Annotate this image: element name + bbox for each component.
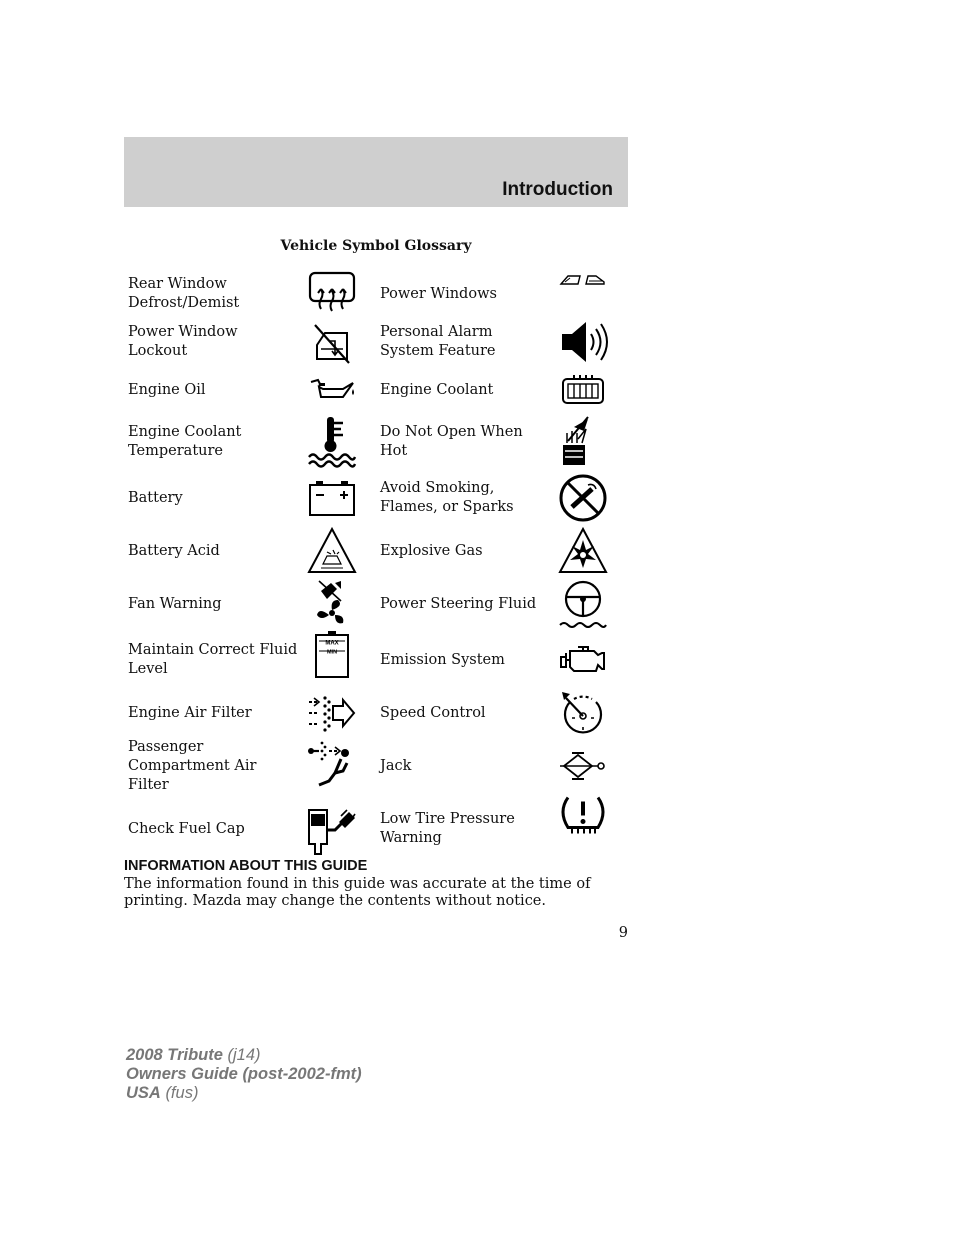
fan-warning-icon — [307, 579, 357, 629]
engine-air-filter-icon — [307, 688, 357, 738]
glossary-label: Emission System — [380, 651, 505, 668]
symbol-glossary-table — [124, 270, 628, 864]
fluid-level-max-label: MAX — [325, 640, 339, 647]
fluid-level-icon — [307, 635, 357, 685]
radiator-icon — [558, 365, 608, 415]
glossary-label: Jack — [380, 757, 412, 774]
glossary-label: Engine Coolant — [380, 381, 494, 398]
document-footer — [126, 1046, 362, 1103]
glossary-row — [124, 526, 628, 576]
footer-market: USA — [126, 1084, 161, 1102]
footer-line-2 — [126, 1065, 362, 1084]
glossary-label: Fan Warning — [128, 595, 222, 612]
glossary-row — [124, 576, 628, 632]
footer-market-code: (fus) — [165, 1084, 199, 1102]
glossary-row — [124, 414, 628, 470]
fluid-level-min-label: MIN — [326, 649, 338, 656]
glossary-label: Avoid Smoking, Flames, or Sparks — [380, 480, 514, 515]
glossary-label: Battery Acid — [128, 542, 220, 559]
footer-line-1 — [126, 1046, 362, 1065]
glossary-label: Do Not Open When Hot — [380, 424, 523, 459]
glossary-label: Speed Control — [380, 704, 486, 721]
explosive-gas-icon — [558, 526, 608, 576]
glossary-label: Engine Oil — [128, 381, 206, 398]
glossary-row — [124, 688, 628, 738]
glossary-row — [124, 738, 628, 794]
glossary-row — [124, 794, 628, 864]
section-title: Introduction — [502, 179, 613, 200]
glossary-row — [124, 318, 628, 366]
oil-can-icon — [307, 365, 357, 415]
glossary-label: Low Tire Pressure Warning — [380, 811, 515, 846]
jack-icon — [558, 741, 608, 791]
glossary-label: Rear Window Defrost/Demist — [128, 276, 240, 311]
steering-fluid-icon — [558, 579, 608, 629]
info-body: The information found in this guide was accurate at the time of printing. Mazda may change the contents without notice. — [124, 876, 591, 909]
glossary-label: Power Steering Fluid — [380, 595, 537, 612]
cabin-air-filter-icon — [307, 741, 357, 791]
glossary-label: Explosive Gas — [380, 542, 483, 559]
fuel-cap-icon — [307, 804, 357, 854]
glossary-label: Engine Air Filter — [128, 704, 252, 721]
no-smoking-icon — [558, 473, 608, 523]
glossary-row — [124, 632, 628, 688]
info-heading: INFORMATION ABOUT THIS GUIDE — [124, 858, 368, 874]
alarm-speaker-icon — [558, 317, 608, 367]
tire-pressure-icon — [558, 792, 608, 842]
glossary-row — [124, 270, 628, 318]
footer-guide: Owners Guide (post-2002-fmt) — [126, 1065, 362, 1083]
do-not-open-hot-icon — [558, 417, 608, 467]
glossary-row — [124, 366, 628, 414]
page-number: 9 — [618, 925, 628, 941]
glossary-label: Maintain Correct Fluid Level — [128, 642, 298, 677]
window-lockout-icon — [307, 317, 357, 367]
footer-line-3 — [126, 1084, 362, 1103]
glossary-label: Personal Alarm System Feature — [380, 324, 496, 359]
battery-icon — [307, 473, 357, 523]
glossary-label: Engine Coolant Temperature — [128, 424, 242, 459]
glossary-label: Check Fuel Cap — [128, 820, 245, 837]
coolant-temperature-icon — [307, 417, 357, 467]
glossary-label: Power Window Lockout — [128, 324, 238, 359]
glossary-label: Power Windows — [380, 285, 497, 302]
rear-defrost-icon — [307, 269, 357, 319]
power-windows-icon — [558, 254, 608, 304]
glossary-title: Vehicle Symbol Glossary — [280, 238, 472, 254]
glossary-label: Passenger Compartment Air Filter — [128, 738, 257, 793]
engine-emission-icon — [558, 635, 608, 685]
speed-control-icon — [558, 688, 608, 738]
footer-model-code: (j14) — [227, 1046, 261, 1064]
battery-acid-icon — [307, 526, 357, 576]
glossary-label: Battery — [128, 489, 183, 506]
glossary-row — [124, 470, 628, 526]
footer-model: 2008 Tribute — [126, 1046, 223, 1064]
section-header-band — [124, 137, 628, 207]
